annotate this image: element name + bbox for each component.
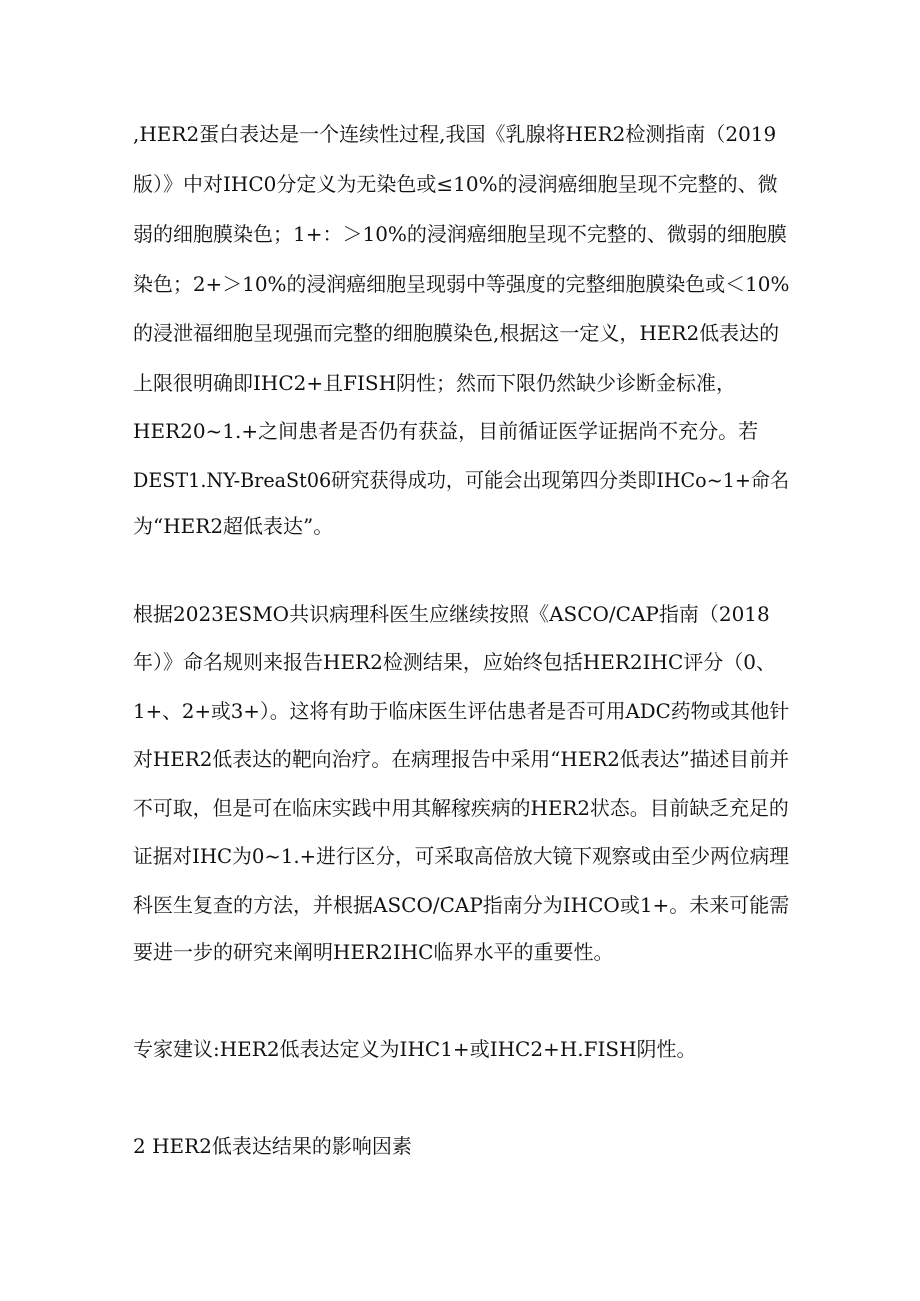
paragraph-line: 根据2023ESMO共识病理科医生应继续按照《ASCO/CAP指南（2018 (133, 602, 770, 626)
paragraph-line: 染色；2+＞10%的浸润癌细胞呈现弱中等强度的完整细胞膜染色或＜10% (133, 272, 790, 296)
paragraph-line: DEST1.NY-BreaSt06研究获得成功，可能会出现第四分类即IHCo~1+命名 (133, 468, 790, 492)
paragraph-line: 版）》中对IHC0分定义为无染色或≤10%的浸润癌细胞呈现不完整的、微 (133, 172, 778, 196)
paragraph-line: 为“HER2超低表达”。 (133, 514, 334, 538)
paragraph-line: 科医生复查的方法，并根据ASCO/CAP指南分为IHCO或1+。未来可能需 (133, 893, 790, 917)
paragraph-line: 对HER2低表达的靶向治疗。在病理报告中采用“HER2低表达”描述目前并 (133, 747, 790, 771)
paragraph-line: 的浸泄福细胞呈现强而完整的细胞膜染色,根据这一定义，HER2低表达的 (133, 321, 780, 345)
paragraph-line: 弱的细胞膜染色；1+：＞10%的浸润癌细胞呈现不完整的、微弱的细胞膜 (133, 222, 787, 246)
paragraph-line: ,HER2蛋白表达是一个连续性过程,我国《乳腺将HER2检测指南（2019 (133, 122, 777, 146)
paragraph-line: 不可取，但是可在临床实践中用其解稼疾病的HER2状态。目前缺乏充足的 (133, 796, 789, 820)
paragraph-line: 年）》命名规则来报告HER2检测结果，应始终包括HER2IHC评分（0、 (133, 650, 777, 674)
paragraph-line: 要进一步的研究来阐明HER2IHC临界水平的重要性。 (133, 940, 614, 964)
paragraph-line: 上限很明确即IHC2+且FISH阴性；然而下限仍然缺少诊断金标准， (133, 371, 737, 395)
paragraph-line: HER20~1.+之间患者是否仍有获益，目前循证医学证据尚不充分。若 (133, 419, 759, 443)
expert-advice: 专家建议:HER2低表达定义为IHC1+或IHC2+H.FISH阴性。 (133, 1037, 697, 1061)
section-heading: 2 HER2低表达结果的影响因素 (133, 1134, 412, 1158)
paragraph-line: 证据对IHC为0~1.+进行区分，可采取高倍放大镜下观察或由至少两位病理 (133, 844, 789, 868)
paragraph-line: 1+、2+或3+）。这将有助于临床医生评估患者是否可用ADC药物或其他针 (133, 699, 790, 723)
